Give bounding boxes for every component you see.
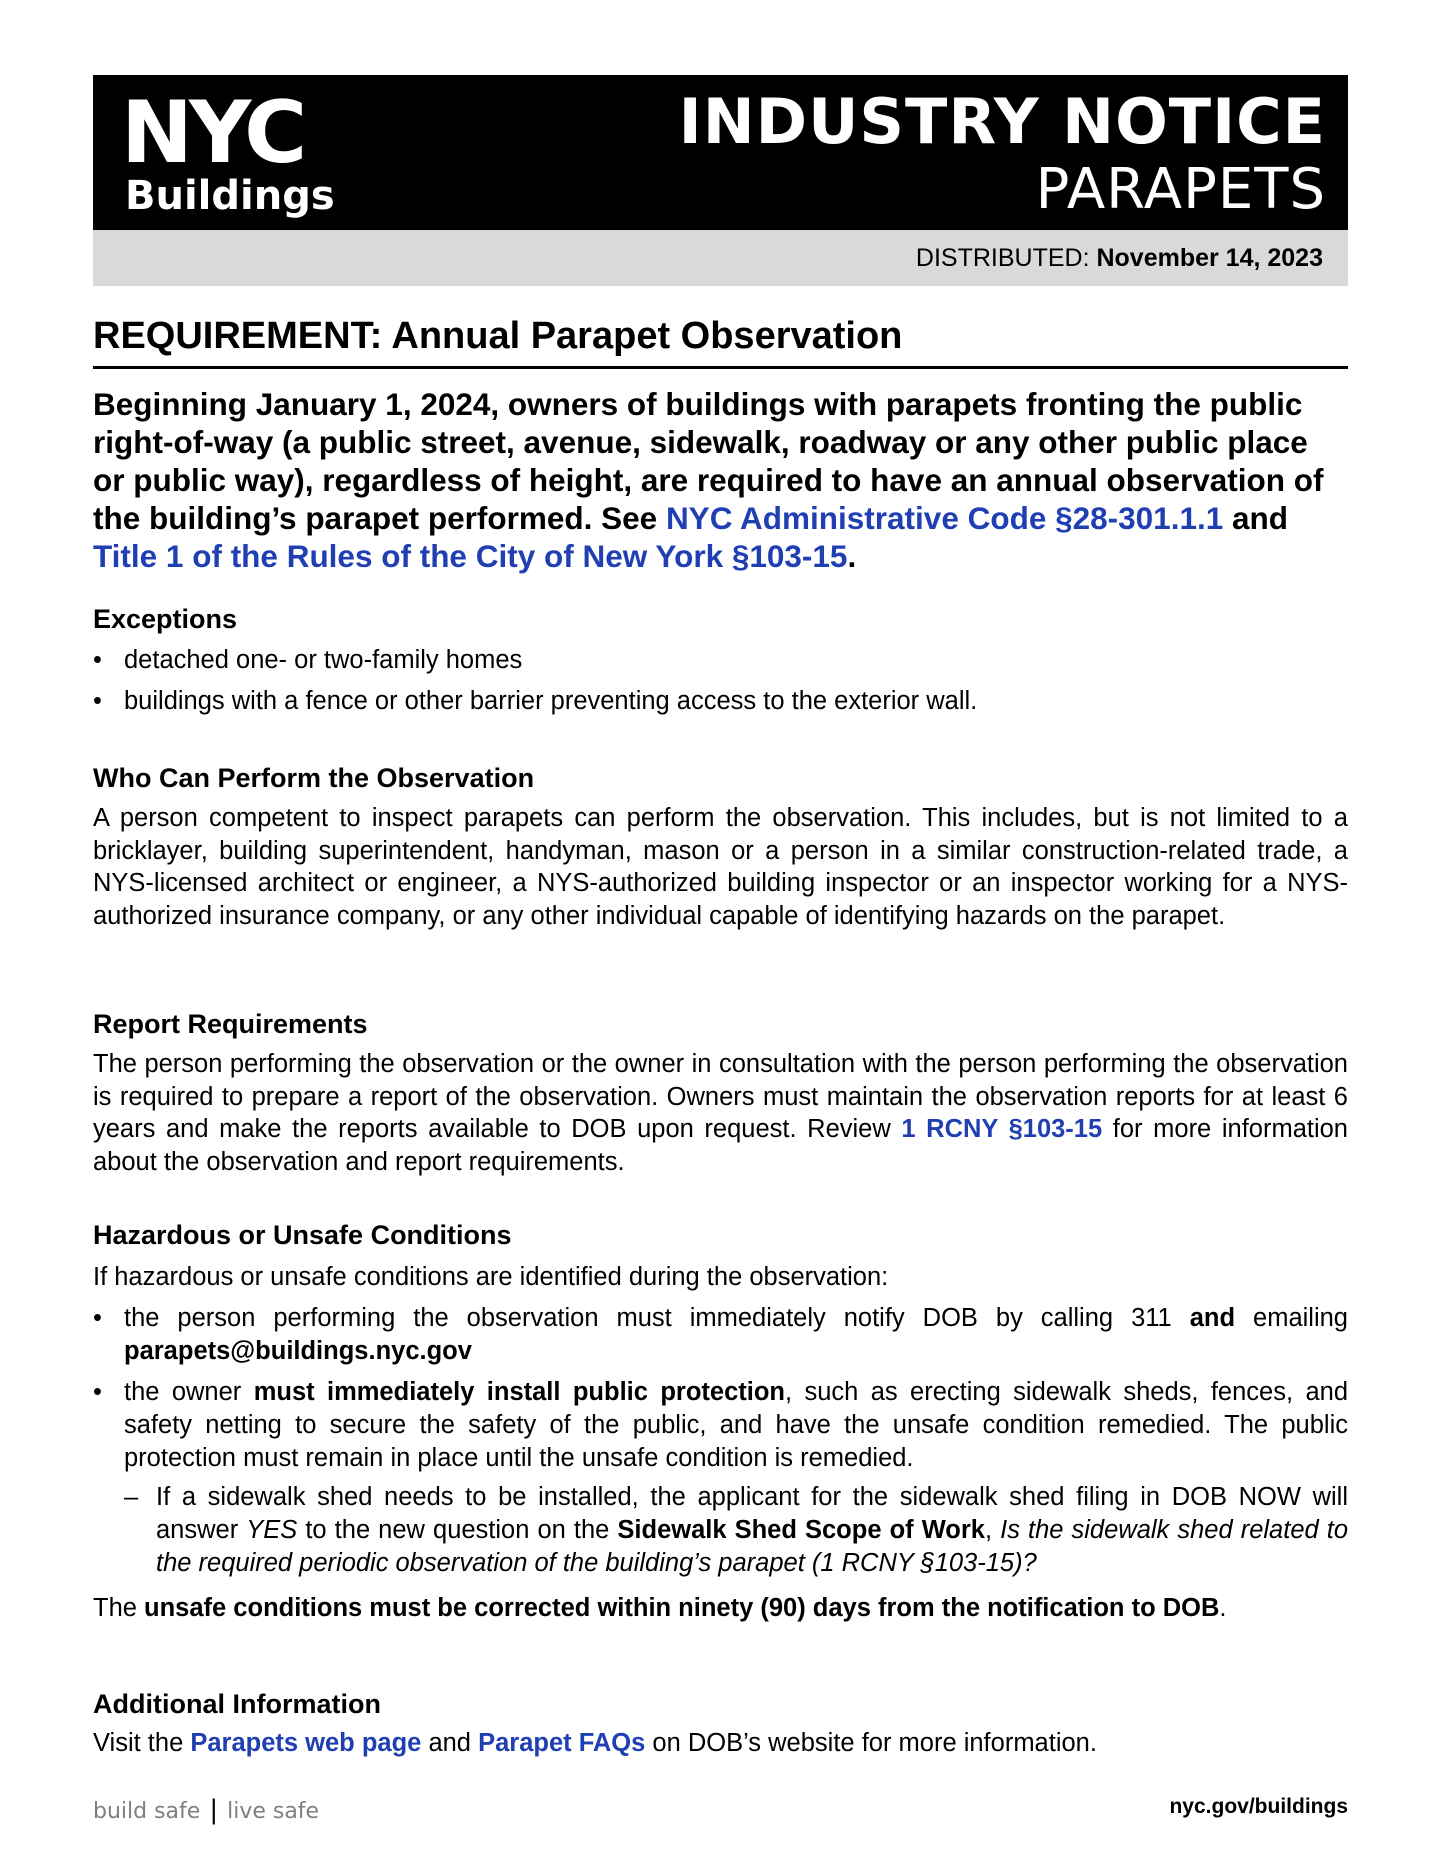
sub-text-b: to the new question on the [297, 1515, 618, 1544]
tagline-right: live safe [227, 1799, 320, 1824]
closing-a: The [93, 1593, 145, 1622]
exception-item: • buildings with a fence or other barrier preventing access to the exterior wall. [93, 685, 1348, 718]
sub-text-a: If a sidewalk shed needs to be installed, the applicant for the sidewalk shed filing in DOB NOW will answer [156, 1482, 1348, 1544]
parapet-faqs-link[interactable]: Parapet FAQs [478, 1729, 646, 1757]
sub-text-c: , [984, 1515, 1001, 1544]
bullet1-text-a: the person performing the observation must immediately notify DOB by calling 311 [124, 1303, 1190, 1332]
rcny-rules-link[interactable]: Title 1 of the Rules of the City of New York §103-15 [93, 538, 848, 574]
dash-marker: – [124, 1482, 139, 1511]
hazard-section [93, 1218, 1348, 1624]
rcny-103-15-link[interactable]: 1 RCNY §103-15 [901, 1115, 1103, 1143]
lead-period: . [847, 538, 857, 574]
lead-and: and [1223, 500, 1288, 536]
closing-bold: unsafe conditions must be corrected within ninety (90) days from the notification to DOB [144, 1593, 1220, 1622]
additional-text [93, 1727, 1348, 1760]
report-body-end: for more information about the observation and report requirements. [93, 1115, 1348, 1176]
tagline [93, 1795, 319, 1825]
closing-b: . [1219, 1593, 1227, 1622]
hazard-closing [93, 1592, 1348, 1625]
additional-b: and [421, 1729, 479, 1757]
hazard-intro: If hazardous or unsafe conditions are identified during the observation: [93, 1263, 889, 1291]
distributed-date: November 14, 2023 [1096, 244, 1323, 272]
bullet1-and: and [1189, 1303, 1236, 1332]
hazard-bullet-notify [93, 1302, 1348, 1368]
report-heading: Report Requirements [93, 1009, 368, 1039]
exceptions-heading: Exceptions [93, 604, 238, 634]
parapets-web-page-link[interactable]: Parapets web page [190, 1729, 422, 1757]
report-section [93, 1007, 1348, 1178]
admin-code-link[interactable]: NYC Administrative Code §28-301.1.1 [665, 500, 1224, 536]
tagline-divider: | [209, 1795, 219, 1825]
bullet1-text-b: emailing [1235, 1303, 1348, 1332]
exception-item: • detached one- or two-family homes [93, 644, 1348, 677]
lead-text: Beginning January 1, 2024, owners of buildings with parapets fronting the public right-of-way (a public street, avenue, sidewalk, roadway or any other public place or public way), regardless of height, are required to have an annual observation of the building’s parapet performed. See [93, 386, 1324, 536]
tagline-left: build safe [93, 1799, 201, 1824]
distributed-label: DISTRIBUTED: [915, 244, 1090, 272]
header-banner [93, 75, 1348, 230]
nyc-buildings-logo [121, 83, 335, 219]
hazard-bullet-protect [93, 1376, 1348, 1475]
sidewalk-shed-subitem [93, 1481, 1348, 1580]
notice-page [93, 75, 1348, 575]
requirement-heading: REQUIREMENT: Annual Parapet Observation [93, 314, 1348, 369]
who-text: A person competent to inspect parapets can perform the observation. This includes, but is not limited to a bricklayer, building superintendent, handyman, mason or a person in a similar construction-related trade, a NYS-licensed architect or engineer, a NYS-authorized building inspector or an inspector working for a NYS-authorized insurance company, or any other individual capable of identifying hazards on the parapet. [93, 804, 1348, 930]
additional-section [93, 1687, 1348, 1760]
footer [93, 1795, 1348, 1825]
report-body: The person performing the observation or the owner in consultation with the person performing the observation is required to prepare a report of the observation. Owners must maintain the observation reports for at least 6 years and make the reports available to DOB upon request. Review [93, 1050, 1348, 1143]
additional-a: Visit the [93, 1729, 191, 1757]
header-title-block [679, 85, 1326, 221]
notice-subtitle: PARAPETS [1035, 157, 1326, 222]
bullet2-text-b: , such as erecting sidewalk sheds, fences, and safety netting to secure the safety of the public, and have the unsafe condition remedied. The public protection must remain in place until the unsafe condition is remedied. [124, 1377, 1348, 1472]
parapets-email: parapets@buildings.nyc.gov [124, 1336, 472, 1365]
sub-bold: Sidewalk Shed Scope of Work [617, 1515, 985, 1544]
sub-yes: YES [246, 1515, 298, 1544]
sub-question: Is the sidewalk shed related to the required periodic observation of the building’s parapet (1 RCNY §103-15)? [156, 1515, 1349, 1577]
distributed-bar [93, 230, 1348, 286]
notice-title: INDUSTRY NOTICE [678, 85, 1326, 158]
logo-buildings-text: Buildings [125, 173, 335, 219]
bullet2-bold: must immediately install public protection [253, 1377, 785, 1406]
exceptions-section [93, 602, 1348, 718]
bullet2-text-a: the owner [124, 1377, 254, 1406]
additional-heading: Additional Information [93, 1689, 381, 1719]
footer-website: nyc.gov/buildings [1169, 1795, 1348, 1818]
who-heading: Who Can Perform the Observation [93, 763, 535, 793]
logo-nyc-text: NYC [121, 83, 304, 183]
requirement-lead [93, 385, 1348, 575]
report-text [93, 1048, 1348, 1178]
who-section [93, 761, 1348, 932]
additional-c: on DOB’s website for more information. [645, 1729, 1097, 1757]
hazard-heading: Hazardous or Unsafe Conditions [93, 1220, 512, 1250]
